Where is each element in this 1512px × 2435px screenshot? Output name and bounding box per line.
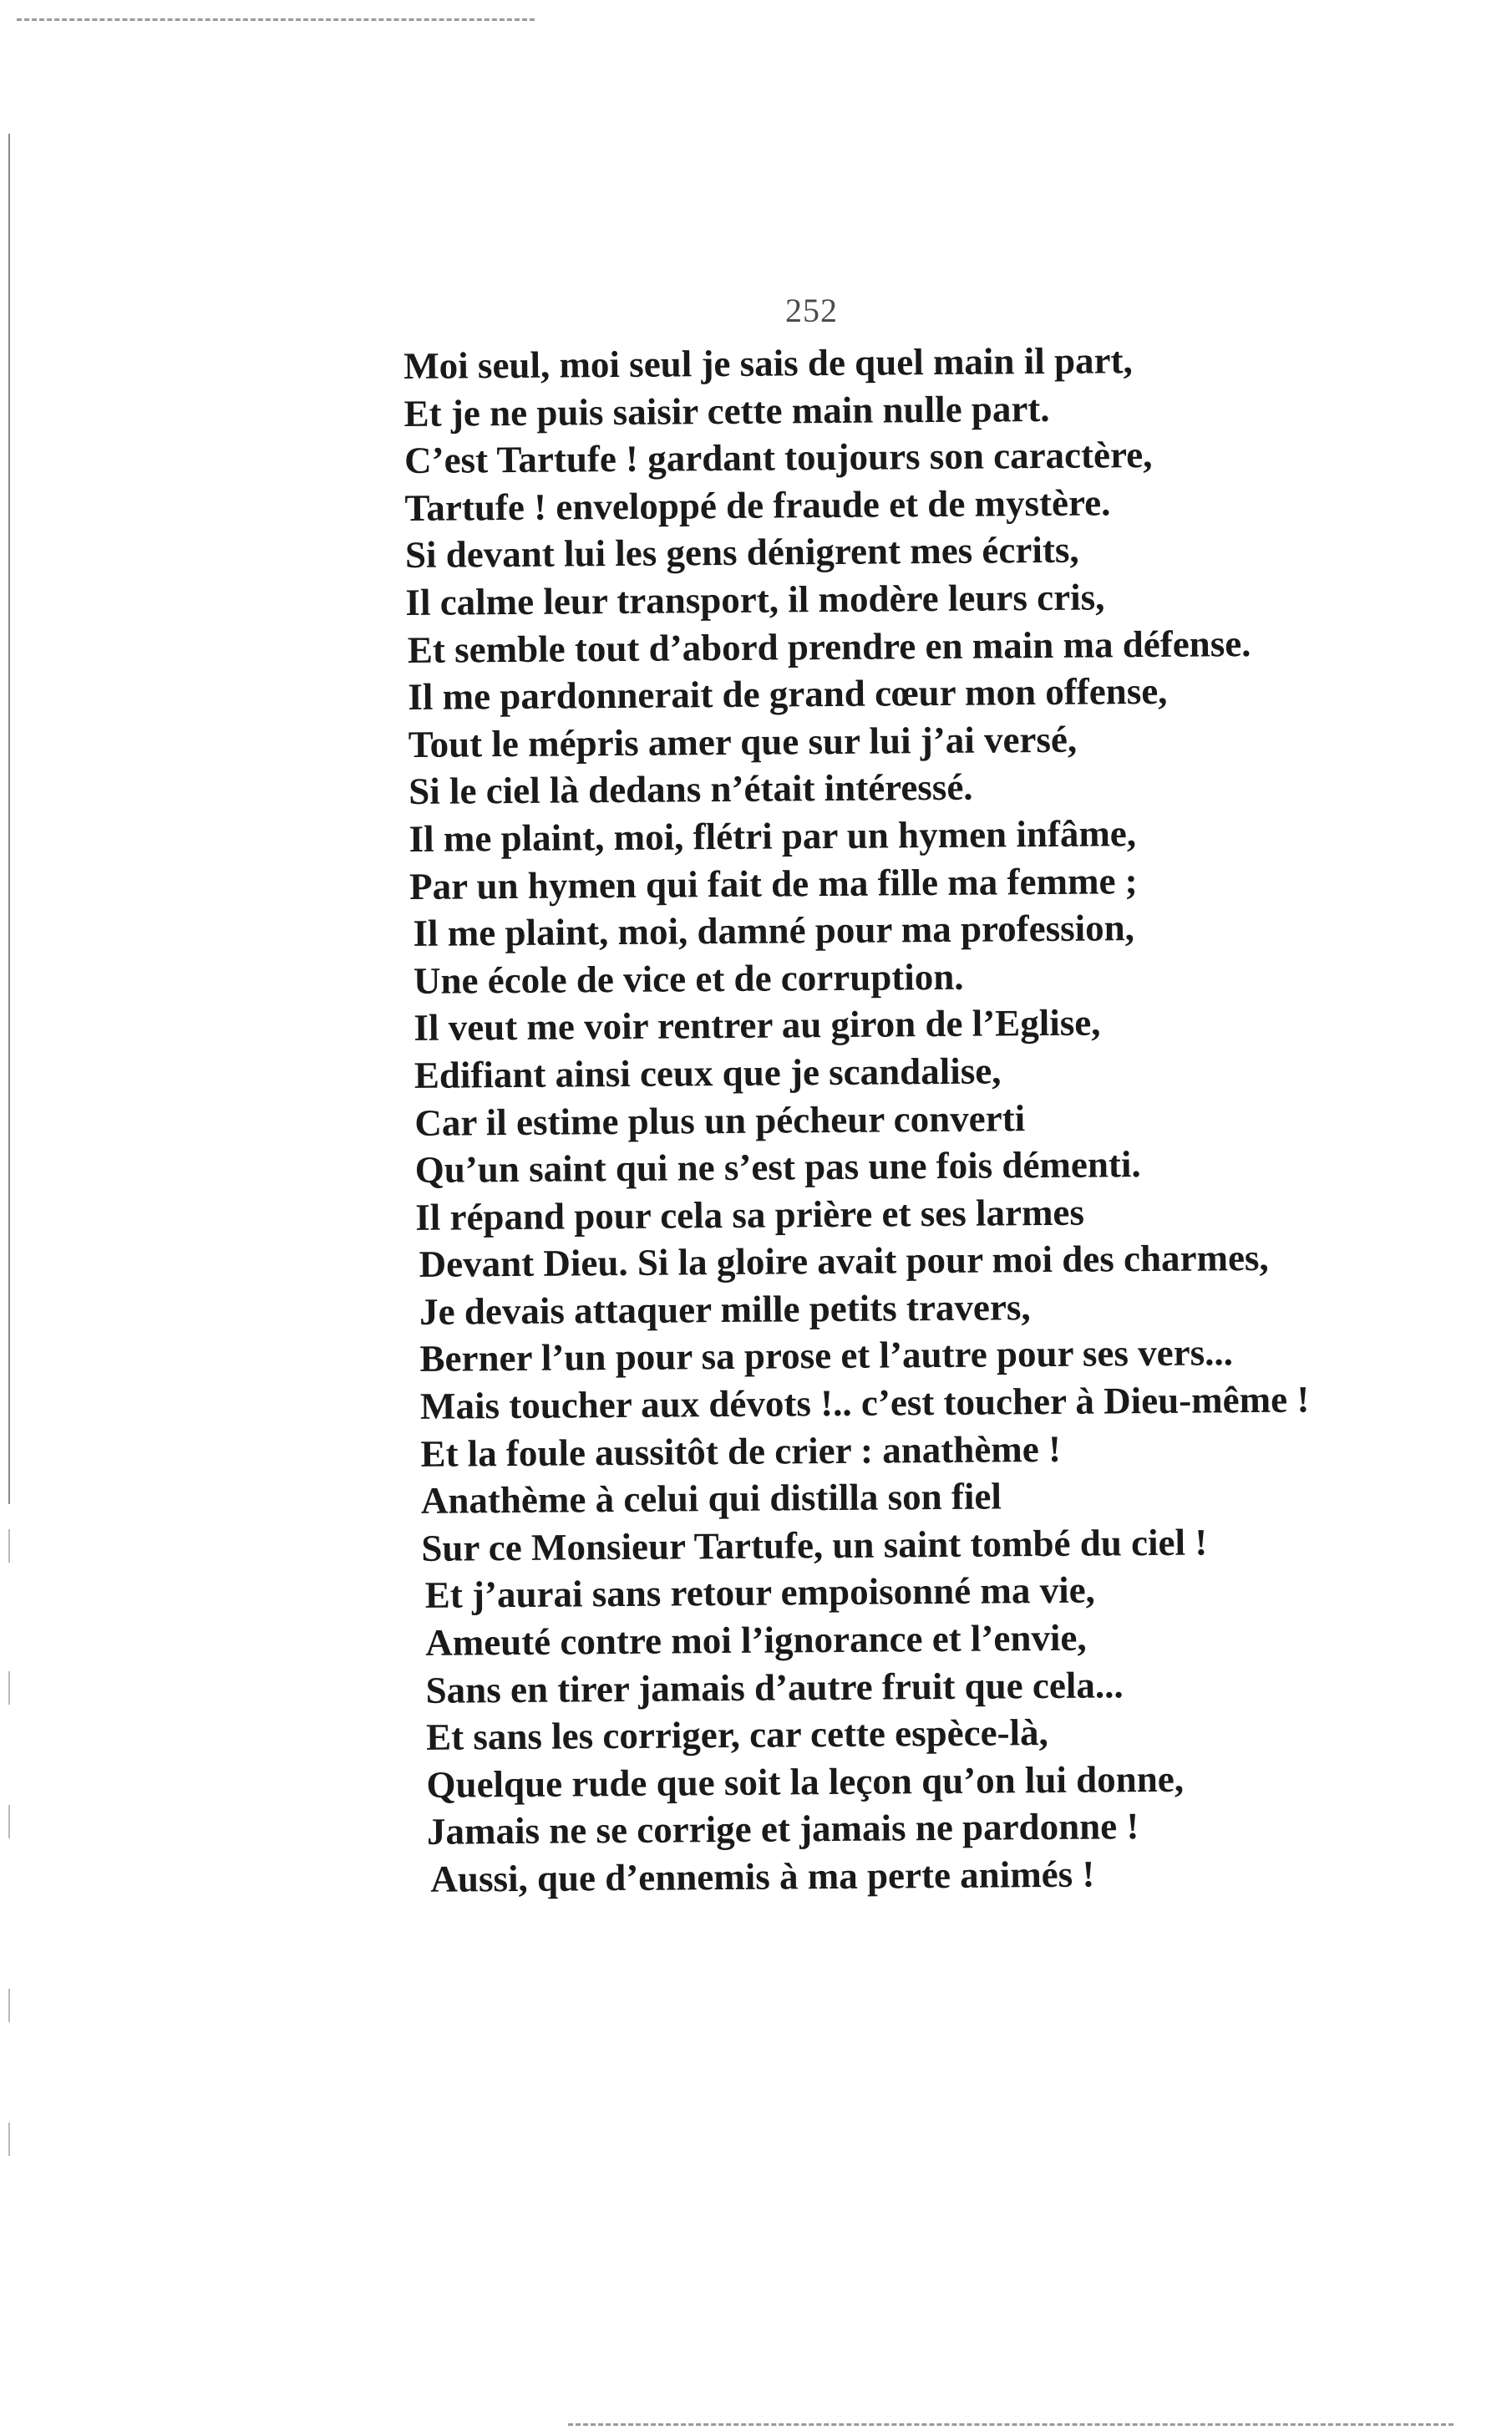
verse-line: Et la foule aussitôt de crier : anathème ! <box>420 1427 1062 1475</box>
verse-line: Et je ne puis saisir cette main nulle part. <box>403 387 1050 435</box>
verse-line: Devant Dieu. Si la gloire avait pour moi des charmes, <box>419 1237 1269 1286</box>
verse-line: Si devant lui les gens dénigrent mes écrits, <box>404 529 1079 577</box>
verse-line: Sur ce Monsieur Tartufe, un saint tombé du ciel ! <box>421 1521 1208 1569</box>
scan-gutter-mark <box>8 1989 10 2022</box>
verse-line: Je devais attaquer mille petits travers, <box>419 1286 1031 1333</box>
verse-line: Et j’aurai sans retour empoisonné ma vie, <box>424 1568 1096 1617</box>
verse-line: Il me plaint, moi, damné pour ma profession, <box>413 907 1135 955</box>
verse-line: Car il estime plus un pécheur converti <box>414 1096 1026 1144</box>
verse-line: Moi seul, moi seul je sais de quel main il part, <box>403 339 1133 387</box>
verse-line: Jamais ne se corrige et jamais ne pardonne ! <box>426 1805 1139 1853</box>
verse-line: Et semble tout d’abord prendre en main ma défense. <box>407 622 1251 671</box>
verse-line: Et sans les corriger, car cette espèce-là, <box>425 1711 1049 1759</box>
scan-gutter-mark <box>8 2122 10 2156</box>
verse-line: C’est Tartufe ! gardant toujours son caractère, <box>403 434 1153 482</box>
verse-line: Ameuté contre moi l’ignorance et l’envie, <box>425 1616 1087 1664</box>
verse-line: Berner l’un pour sa prose et l’autre pour ses vers... <box>419 1331 1234 1380</box>
verse-line: Il me plaint, moi, flétri par un hymen infâme, <box>408 812 1137 860</box>
verse-line: Mais toucher aux dévots !.. c’est toucher à Dieu-même ! <box>419 1378 1310 1427</box>
verse-line: Quelque rude que soit la leçon qu’on lui donne, <box>426 1757 1185 1806</box>
verse-line: Il calme leur transport, il modère leurs cris, <box>405 576 1105 623</box>
scan-gutter-mark <box>8 1805 10 1838</box>
verse-line: Aussi, que d’ennemis à ma perte animés ! <box>430 1853 1095 1900</box>
verse-line: Anathème à celui qui distilla son fiel <box>420 1475 1002 1523</box>
verse-line: Il répand pour cela sa prière et ses larmes <box>415 1191 1085 1238</box>
verse-line: Il veut me voir rentrer au giron de l’Eglise, <box>414 1001 1101 1050</box>
page-number: 252 <box>785 292 838 329</box>
verse-line: Qu’un saint qui ne s’est pas une fois démenti. <box>414 1143 1141 1192</box>
verse-line: Par un hymen qui fait de ma fille ma femme ; <box>408 859 1138 907</box>
verse-line: Edifiant ainsi ceux que je scandalise, <box>414 1050 1002 1096</box>
verse-line: Sans en tirer jamais d’autre fruit que cela... <box>425 1663 1124 1711</box>
scan-gutter-line <box>8 134 10 1504</box>
scan-gutter-mark <box>8 1529 10 1563</box>
verse-line: Tout le mépris amer que sur lui j’ai versé, <box>408 718 1078 765</box>
scan-edge-bottom <box>568 2423 1454 2426</box>
verse-text <box>403 335 1368 1903</box>
scan-edge-top <box>17 18 535 21</box>
verse-line: Si le ciel là dedans n’était intéressé. <box>408 766 973 813</box>
verse-line: Une école de vice et de corruption. <box>413 955 964 1002</box>
verse-line: Tartufe ! enveloppé de fraude et de mystère. <box>404 481 1111 529</box>
scan-gutter-mark <box>8 1671 10 1705</box>
verse-line: Il me pardonnerait de grand cœur mon offense, <box>408 669 1168 719</box>
